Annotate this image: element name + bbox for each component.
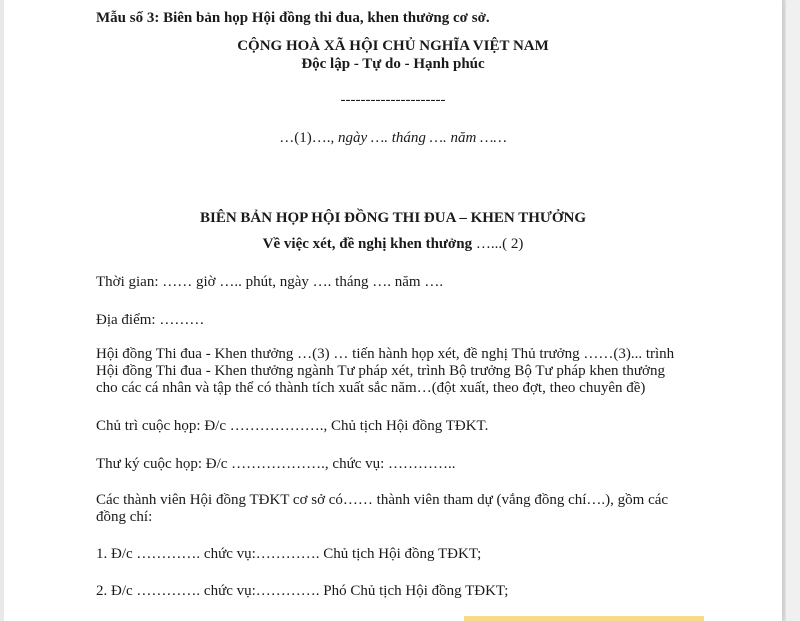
form-heading xyxy=(96,10,490,27)
members-intro: Các thành viên Hội đồng TĐKT cơ sở có…… thành viên tham dự (vắng đồng chí….), gồm các xyxy=(96,492,669,508)
member-item: 2. Đ/c …………. chức vụ:…………. Phó Chủ tịch Hội đồng TĐKT; xyxy=(96,583,509,599)
meeting-chair: Chủ trì cuộc họp: Đ/c ………………., Chủ tịch Hội đồng TĐKT. xyxy=(96,418,489,434)
document-title: BIÊN BẢN HỌP HỘI ĐỒNG THI ĐUA – KHEN THƯỞNG xyxy=(199,210,587,226)
form-number: Mẫu số 3: xyxy=(96,10,160,26)
bottom-accent-bar xyxy=(464,616,704,621)
subtitle-main: Về việc xét, đề nghị khen thưởng xyxy=(262,236,473,252)
national-motto: Độc lập - Tự do - Hạnh phúc xyxy=(301,56,485,72)
document-page xyxy=(4,0,783,621)
paragraph-line: Hội đồng Thi đua - Khen thưởng ngành Tư pháp xét, trình Bộ trưởng Bộ Tư pháp khen thưởng xyxy=(96,363,665,379)
place-placeholder: …(1)…., xyxy=(279,130,335,146)
meeting-secretary: Thư ký cuộc họp: Đ/c ………………., chức vụ: ………….. xyxy=(96,456,456,472)
subtitle-ref: …...( 2) xyxy=(472,236,524,252)
place-date-line xyxy=(4,130,782,147)
form-title: Biên bản họp Hội đồng thi đua, khen thưởng cơ sở. xyxy=(159,10,490,26)
members-intro-cont: đồng chí: xyxy=(96,509,153,525)
date-placeholder: ngày …. tháng …. năm …… xyxy=(334,130,507,146)
meeting-time: Thời gian: …… giờ ….. phút, ngày …. tháng …. năm …. xyxy=(96,274,444,290)
paragraph-line: cho các cá nhân và tập thể có thành tích xuất sắc năm…(đột xuất, theo đợt, theo chuyên đề) xyxy=(96,380,646,396)
meeting-location: Địa điểm: ……… xyxy=(96,312,205,328)
header-divider: --------------------- xyxy=(340,92,446,108)
document-subtitle xyxy=(4,236,782,253)
paragraph-line: Hội đồng Thi đua - Khen thưởng …(3) … tiến hành họp xét, đề nghị Thủ trưởng ……(3)... trình xyxy=(96,346,675,362)
member-item: 1. Đ/c …………. chức vụ:…………. Chủ tịch Hội đồng TĐKT; xyxy=(96,546,482,562)
scrollbar-track[interactable] xyxy=(786,0,800,621)
nation-heading: CỘNG HOÀ XÃ HỘI CHỦ NGHĨA VIỆT NAM xyxy=(237,38,549,54)
